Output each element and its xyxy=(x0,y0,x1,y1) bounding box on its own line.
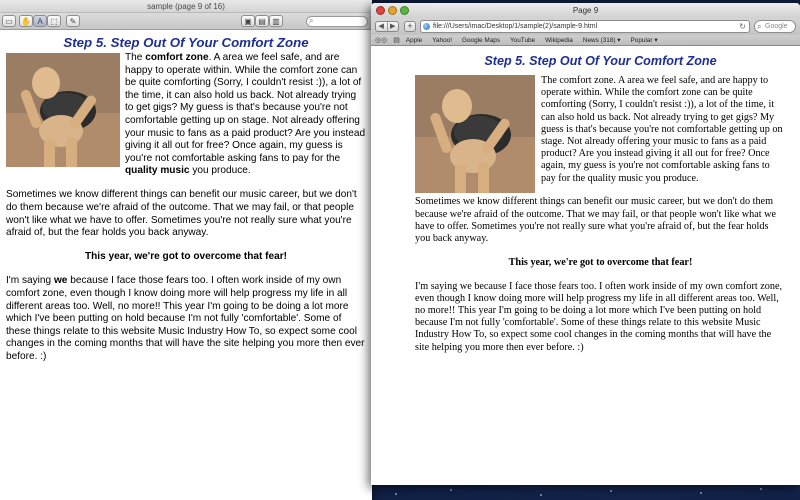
web-paragraph-1: The comfort zone. A area we feel safe, and are happy to operate within. While the comfort zone can be quite comforting (Sorry, I couldn't resist :)), a lot of the time, it can also hold us back. Not already trying to get gigs? My guess is that's because you're not comfortable getting up on stage. Not already offering your music to fans as a paid product? Are you instead giving it all out for free? Once again, my guess is you're not comfortable asking fans to pay for the quality music you produce. xyxy=(541,75,783,184)
safari-titlebar xyxy=(371,3,800,18)
paragraph-3 xyxy=(6,275,366,363)
bookmark-popular[interactable]: Popular ▾ xyxy=(630,37,658,44)
web-paragraph-2: Sometimes we know different things can benefit our music career, but we don't do them because we're afraid of the outcome. That we may fail, or that people won't like what we have to offer. Sometimes you're not really sure what you're afraid of, but the fear holds you back anyway. xyxy=(415,196,777,245)
bookmark-apple[interactable]: Apple xyxy=(405,36,423,44)
bookmark-google-maps[interactable]: Google Maps xyxy=(461,36,500,44)
zoom-icon[interactable] xyxy=(400,6,409,15)
annotate-button[interactable]: ✎ xyxy=(66,15,80,27)
web-paragraph-3: I'm saying we because I face those fears too. I often work inside of my own comfort zone, even though I know doing more will help progress my life in all different areas too. Well, no more!! This year I'm going to be doing a lot more which I've been putting on hold because I'm not fully 'comfortable'. Some of these things relate to this website Music Industry How To, so expect some cool changes in the coming months that will have the site helping you more then ever before. :) xyxy=(415,280,783,353)
paragraph-2: Sometimes we know different things can benefit our music career, but we don't do them because we're afraid of the outcome. That we may fail, or that people won't like what we have to offer. Sometimes you're not really sure what you're afraid of, but the fear holds you back anyway. xyxy=(6,189,357,239)
preview-titlebar xyxy=(0,0,372,13)
preview-search-input[interactable] xyxy=(306,16,368,27)
safari-toolbar xyxy=(371,18,800,35)
text-tool-button[interactable]: A xyxy=(33,15,47,27)
p1-text-3: you produce. xyxy=(189,165,251,177)
address-bar[interactable] xyxy=(420,20,750,33)
back-arrow-icon[interactable]: ◀ xyxy=(378,23,384,30)
p3-text-2: because I face those fears too. I often work inside of my own comfort zone, even though I know doing more will help progress my life in all different areas too. Well, no more!! This year I'm going to be doing a lot more which I've been putting on hold because I'm not fully 'comfortable'. Some of these things relate to this website Music Industry How To, so expect some cool changes in the coming months that will have the site helping you more then ever before. :) xyxy=(6,275,365,362)
web-callout: This year, we're got to overcome that fear! xyxy=(508,256,693,268)
reading-list-icon[interactable]: ◎◎ xyxy=(375,37,388,44)
wooden-mannequin-image xyxy=(6,53,120,167)
callout: This year, we're got to overcome that fear! xyxy=(84,251,288,263)
single-page-view-button[interactable]: ▣ xyxy=(241,15,255,27)
safari-title: Page 9 xyxy=(572,6,599,15)
bookmark-news[interactable]: News (318) ▾ xyxy=(582,37,621,44)
google-search-field[interactable] xyxy=(754,20,796,33)
google-search-placeholder: Google xyxy=(765,23,788,30)
hand-tool-button[interactable]: ✋ xyxy=(19,15,33,27)
sidebar-toggle-button[interactable]: ▭ xyxy=(2,15,16,27)
two-page-view-button[interactable]: ▤ xyxy=(255,15,269,27)
continuous-view-button[interactable]: ▥ xyxy=(269,15,283,27)
pdf-page xyxy=(0,30,372,364)
preview-toolbar xyxy=(0,13,372,30)
add-bookmark-button[interactable]: + xyxy=(404,21,416,32)
preview-window xyxy=(0,0,372,500)
back-forward-buttons[interactable] xyxy=(375,21,399,32)
globe-icon xyxy=(423,23,430,30)
p1-text-2: . A area we feel safe, and are happy to operate within. While the comfort zone can be quite comforting (Sorry, I couldn't resist :)), a lot of the time, it can also hold us back. Not already trying to get gigs? My guess is that's because you're not comfortable getting up on stage. Not already offering your music to fans as a paid product? Are you instead giving it all out for free? Once again, my guess is you're not comfortable asking fans to pay for the xyxy=(125,52,366,164)
show-all-bookmarks-icon[interactable]: ▤ xyxy=(393,37,400,44)
reload-icon[interactable]: ↻ xyxy=(739,22,746,31)
article-heading: Step 5. Step Out Of Your Comfort Zone xyxy=(63,35,309,50)
web-page xyxy=(371,46,800,354)
url-text: file:///Users/imac/Desktop/1/sample(2)/sample-9.html xyxy=(433,23,598,30)
p1-bold-comfort-zone: comfort zone xyxy=(145,52,209,63)
bookmarks-bar xyxy=(371,35,800,46)
safari-window xyxy=(371,3,800,485)
forward-arrow-icon[interactable]: ▶ xyxy=(387,22,399,31)
bookmark-youtube[interactable]: YouTube xyxy=(510,36,536,44)
p3-text: I'm saying xyxy=(6,275,54,287)
minimize-icon[interactable] xyxy=(388,6,397,15)
bookmark-wikipedia[interactable]: Wikipedia xyxy=(545,36,573,44)
p3-bold-we: we xyxy=(53,275,68,287)
p1-bold-quality-music: quality music xyxy=(125,165,190,177)
select-tool-button[interactable]: ⬚ xyxy=(47,15,61,27)
close-icon[interactable] xyxy=(376,6,385,15)
p1-text: The xyxy=(125,52,146,63)
preview-title: sample (page 9 of 16) xyxy=(147,2,225,11)
bookmark-yahoo[interactable]: Yahoo! xyxy=(432,36,452,44)
web-article-heading: Step 5. Step Out Of Your Comfort Zone xyxy=(484,54,717,68)
wooden-mannequin-image xyxy=(415,75,535,193)
